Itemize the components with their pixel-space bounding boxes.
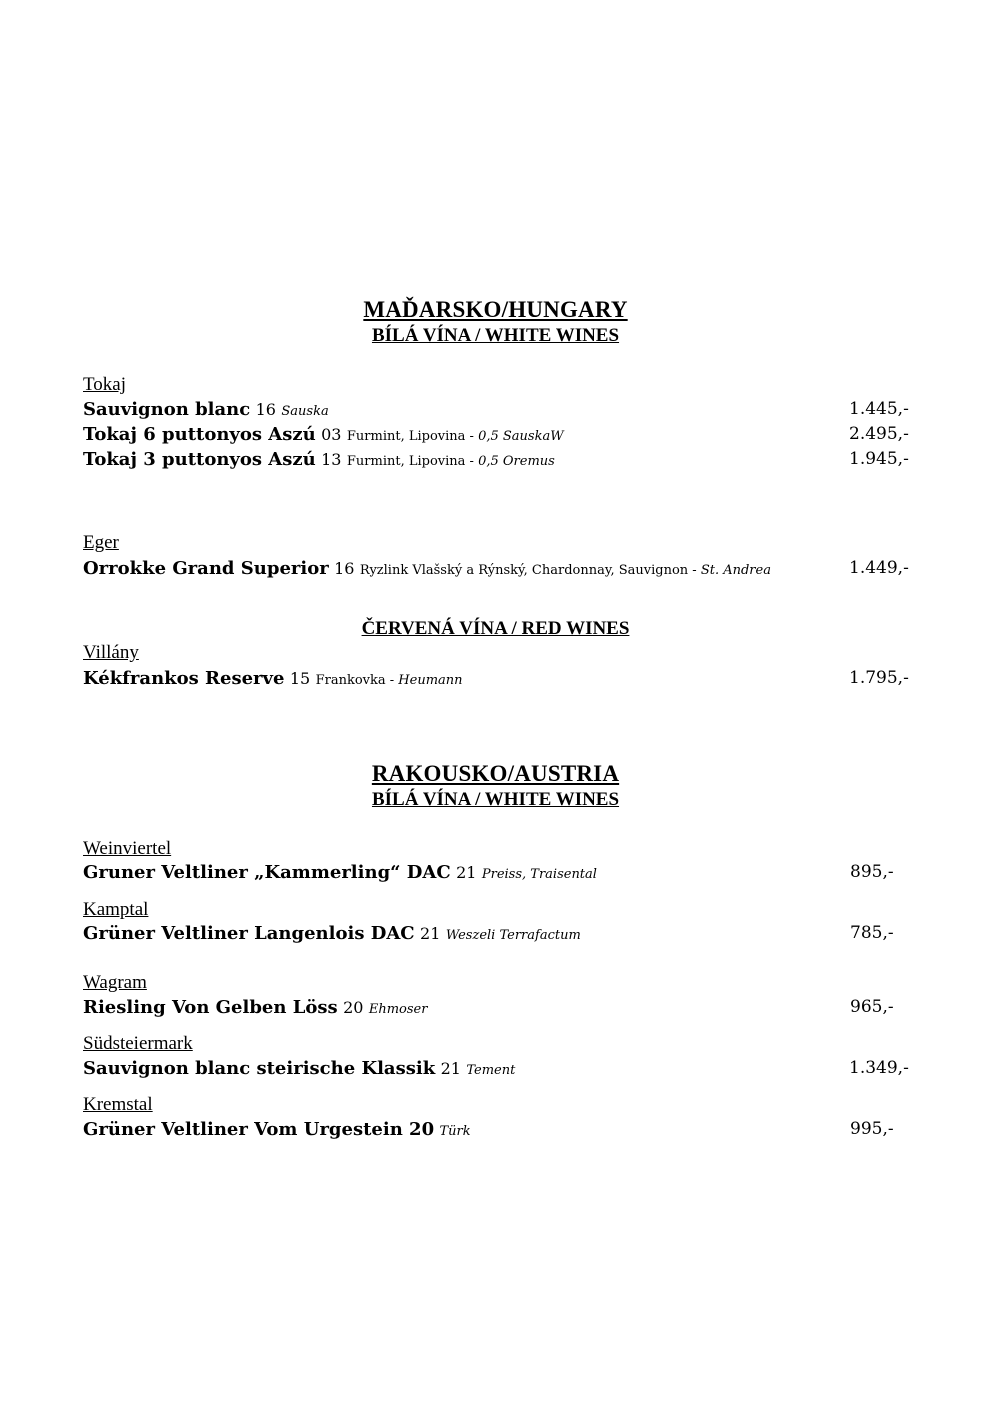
wine-price: 1.795,- xyxy=(849,668,909,688)
region-villany: Villány xyxy=(83,642,139,663)
wine-row xyxy=(83,668,913,694)
wine-producer: 0,5 SauskaW xyxy=(478,429,564,444)
wine-producer: Weszeli Terrafactum xyxy=(445,928,581,943)
wine-year: 21 xyxy=(456,863,477,882)
wine-description xyxy=(83,399,329,420)
wine-name: Riesling Von Gelben Löss xyxy=(83,997,338,1018)
wine-row xyxy=(83,449,913,475)
wine-description xyxy=(83,558,771,579)
white-wines-heading-austria: BÍLÁ VÍNA / WHITE WINES xyxy=(371,789,620,810)
wine-name: Sauvignon blanc xyxy=(83,399,251,420)
region-tokaj: Tokaj xyxy=(83,374,126,395)
wine-description xyxy=(83,449,555,470)
wine-description xyxy=(83,1058,515,1079)
wine-description xyxy=(83,923,581,944)
wine-name: Sauvignon blanc steirische Klassik xyxy=(83,1058,436,1079)
wine-description xyxy=(83,424,564,445)
white-wines-heading-hungary: BÍLÁ VÍNA / WHITE WINES xyxy=(371,325,620,346)
wine-row xyxy=(83,1058,913,1084)
wine-grape: Ryzlink Vlašský a Rýnský, Chardonnay, Sauvignon - xyxy=(359,563,701,578)
wine-grape: Furmint, Lipovina - xyxy=(346,454,479,469)
wine-price: 1.445,- xyxy=(849,399,909,419)
region-eger: Eger xyxy=(83,532,119,553)
wine-year: 16 xyxy=(255,400,276,419)
wine-year: 21 xyxy=(440,1059,461,1078)
wine-producer: Heumann xyxy=(398,673,463,688)
wine-producer: Tement xyxy=(466,1063,516,1078)
wine-producer: Ehmoser xyxy=(368,1002,428,1017)
region-sudsteiermark: Südsteiermark xyxy=(83,1033,193,1054)
wine-price: 1.449,- xyxy=(849,558,909,578)
wine-year: 03 xyxy=(321,425,342,444)
wine-row xyxy=(83,997,913,1023)
wine-description xyxy=(83,862,597,883)
wine-price: 1.945,- xyxy=(849,449,909,469)
wine-year: 21 xyxy=(420,924,441,943)
region-kamptal: Kamptal xyxy=(83,899,149,920)
wine-row xyxy=(83,1119,913,1145)
wine-row xyxy=(83,424,913,450)
wine-price: 995,- xyxy=(850,1119,894,1139)
wine-price: 2.495,- xyxy=(849,424,909,444)
country-heading-hungary: MAĎARSKO/HUNGARY xyxy=(363,297,628,322)
wine-description xyxy=(83,668,463,689)
wine-year: 16 xyxy=(334,559,355,578)
wine-name: Tokaj 6 puttonyos Aszú xyxy=(83,424,316,445)
wine-price: 1.349,- xyxy=(849,1058,909,1078)
wine-year: 13 xyxy=(321,450,342,469)
wine-year: 20 xyxy=(343,998,364,1017)
wine-producer: Sauska xyxy=(281,404,329,419)
wine-row xyxy=(83,558,913,584)
wine-name: Kékfrankos Reserve xyxy=(83,668,285,689)
country-heading-austria: RAKOUSKO/AUSTRIA xyxy=(371,761,620,786)
wine-name: Tokaj 3 puttonyos Aszú xyxy=(83,449,316,470)
wine-row xyxy=(83,862,913,888)
wine-row xyxy=(83,399,913,425)
wine-price: 785,- xyxy=(850,923,894,943)
wine-producer: St. Andrea xyxy=(700,563,771,578)
wine-description xyxy=(83,997,427,1018)
region-weinviertel: Weinviertel xyxy=(83,838,172,859)
wine-producer: Türk xyxy=(439,1124,471,1139)
wine-name: Grüner Veltliner Langenlois DAC xyxy=(83,923,415,944)
wine-producer: 0,5 Oremus xyxy=(478,454,555,469)
wine-grape: Furmint, Lipovina - xyxy=(346,429,479,444)
wine-producer: Preiss, Traisental xyxy=(481,867,597,882)
region-kremstal: Kremstal xyxy=(83,1094,153,1115)
red-wines-heading-hungary: ČERVENÁ VÍNA / RED WINES xyxy=(361,618,630,639)
wine-grape: Frankovka - xyxy=(315,673,399,688)
wine-price: 965,- xyxy=(850,997,894,1017)
wine-year: 15 xyxy=(289,669,311,688)
wine-name: Grüner Veltliner Vom Urgestein 20 xyxy=(83,1119,435,1140)
wine-row xyxy=(83,923,913,949)
region-wagram: Wagram xyxy=(83,972,147,993)
wine-name: Gruner Veltliner „Kammerling“ DAC xyxy=(83,862,451,883)
wine-price: 895,- xyxy=(850,862,894,882)
wine-description xyxy=(83,1119,471,1140)
wine-name: Orrokke Grand Superior xyxy=(83,558,329,579)
